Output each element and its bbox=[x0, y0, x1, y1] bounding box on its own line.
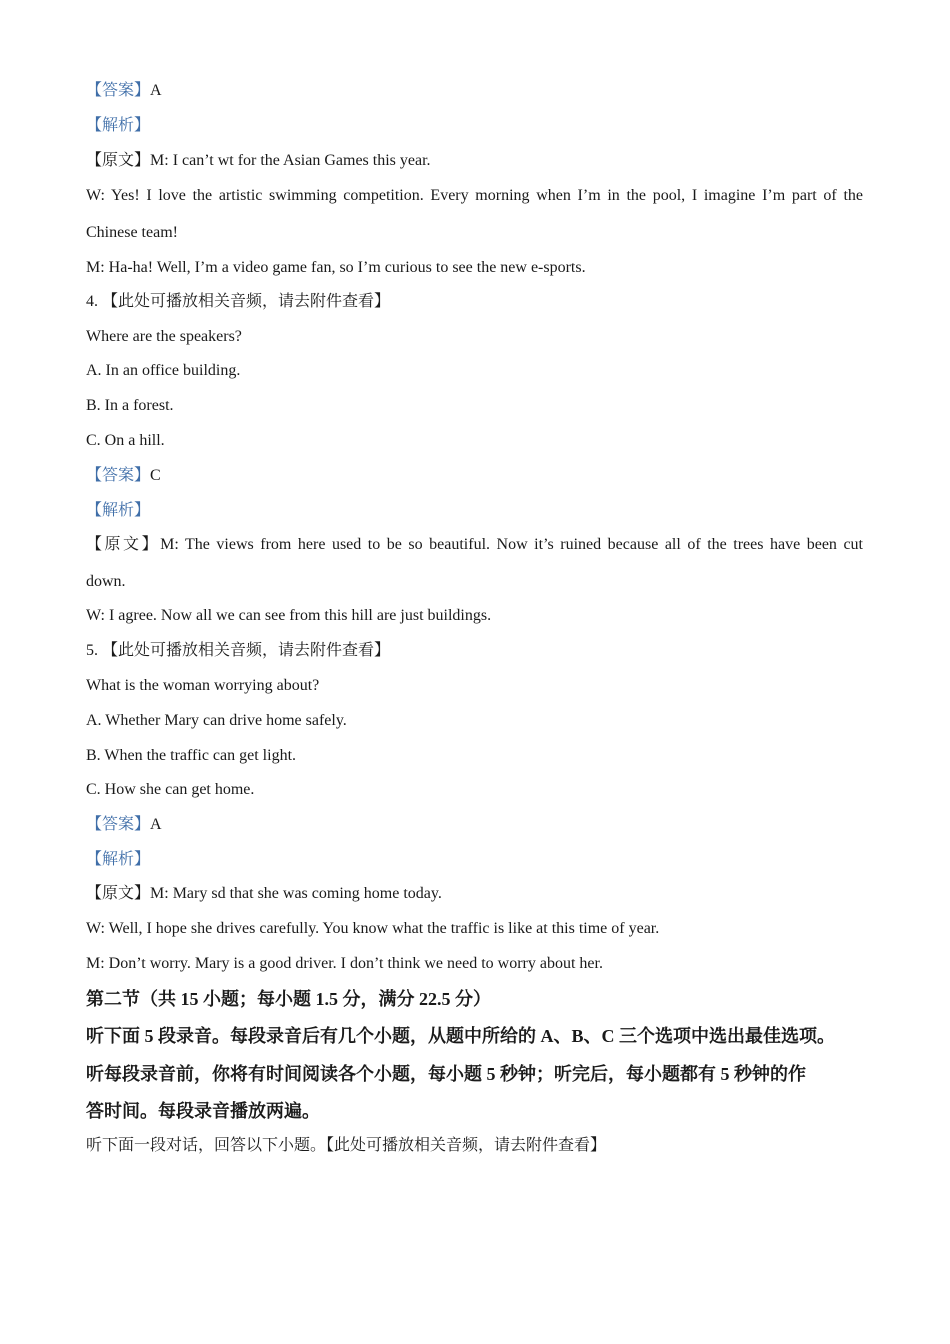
q5-header bbox=[86, 641, 390, 661]
answer-tag: 【答案】 bbox=[86, 467, 151, 484]
question-number: 5. bbox=[86, 642, 102, 659]
question-number: 4. bbox=[86, 293, 102, 310]
q5-transcript-line-3: M: Don’t worry. Mary is a good driver. I don’t think we need to worry about her. bbox=[86, 955, 603, 972]
transcript-text: M: Mary sd that she was coming home today. bbox=[150, 885, 442, 902]
q5-transcript-line-2: W: Well, I hope she drives carefully. You know what the traffic is like at this time of year. bbox=[86, 920, 660, 937]
q4-transcript-line-3: W: I agree. Now all we can see from this hill are just buildings. bbox=[86, 607, 492, 624]
section-instruction-line-1: 听下面 5 段录音。每段录音后有几个小题，从题中所给的 A、B、C 三个选项中选出最佳选项。 bbox=[86, 1026, 835, 1046]
answer-tag: 【答案】 bbox=[86, 816, 151, 833]
q5-option-a: A. Whether Mary can drive home safely. bbox=[86, 712, 347, 729]
q3-answer-line bbox=[86, 81, 162, 101]
answer-value: A bbox=[150, 82, 162, 99]
listen-instruction: 听下面一段对话，回答以下小题。【此处可播放相关音频，请去附件查看】 bbox=[86, 1137, 607, 1154]
q5-question: What is the woman worrying about? bbox=[86, 677, 320, 694]
q3-transcript-line-1 bbox=[86, 151, 431, 171]
transcript-tag: 【原文】 bbox=[86, 536, 161, 553]
q4-analysis-tag: 【解析】 bbox=[86, 502, 151, 519]
q4-transcript-line-1 bbox=[86, 535, 863, 555]
q4-answer-line bbox=[86, 466, 161, 486]
q4-option-c: C. On a hill. bbox=[86, 432, 165, 449]
q5-option-b: B. When the traffic can get light. bbox=[86, 747, 297, 764]
audio-note: 【此处可播放相关音频，请去附件查看】 bbox=[102, 642, 391, 659]
q4-header bbox=[86, 292, 390, 312]
q4-question: Where are the speakers? bbox=[86, 328, 242, 345]
q3-transcript-line-2: W: Yes! I love the artistic swimming competition. Every morning when I’m in the pool, I imagine I’m part of the bbox=[86, 187, 863, 204]
q3-transcript-line-4: M: Ha-ha! Well, I’m a video game fan, so I’m curious to see the new e-sports. bbox=[86, 259, 586, 276]
answer-value: A bbox=[150, 816, 162, 833]
q4-transcript-line-2: down. bbox=[86, 573, 126, 590]
q3-transcript-line-3: Chinese team! bbox=[86, 224, 178, 241]
transcript-text: M: I can’t wt for the Asian Games this year. bbox=[150, 152, 431, 169]
transcript-text: M: The views from here used to be so beautiful. Now it’s ruined because all of the trees have been cut bbox=[160, 536, 863, 553]
audio-note: 【此处可播放相关音频，请去附件查看】 bbox=[102, 293, 391, 310]
q5-answer-line bbox=[86, 815, 162, 835]
q5-transcript-line-1 bbox=[86, 884, 442, 904]
answer-tag: 【答案】 bbox=[86, 82, 151, 99]
answer-value: C bbox=[150, 467, 161, 484]
q4-option-b: B. In a forest. bbox=[86, 397, 174, 414]
transcript-tag: 【原文】 bbox=[86, 885, 151, 902]
q5-option-c: C. How she can get home. bbox=[86, 781, 255, 798]
section-instruction-line-3: 答时间。每段录音播放两遍。 bbox=[86, 1101, 320, 1121]
transcript-tag: 【原文】 bbox=[86, 152, 151, 169]
q5-analysis-tag: 【解析】 bbox=[86, 851, 151, 868]
q4-option-a: A. In an office building. bbox=[86, 362, 241, 379]
section-instruction-line-2: 听每段录音前，你将有时间阅读各个小题，每小题 5 秒钟；听完后，每小题都有 5 秒钟的作 bbox=[86, 1064, 806, 1084]
section-heading: 第二节（共 15 小题；每小题 1.5 分，满分 22.5 分） bbox=[86, 989, 491, 1009]
q3-analysis-tag: 【解析】 bbox=[86, 117, 151, 134]
